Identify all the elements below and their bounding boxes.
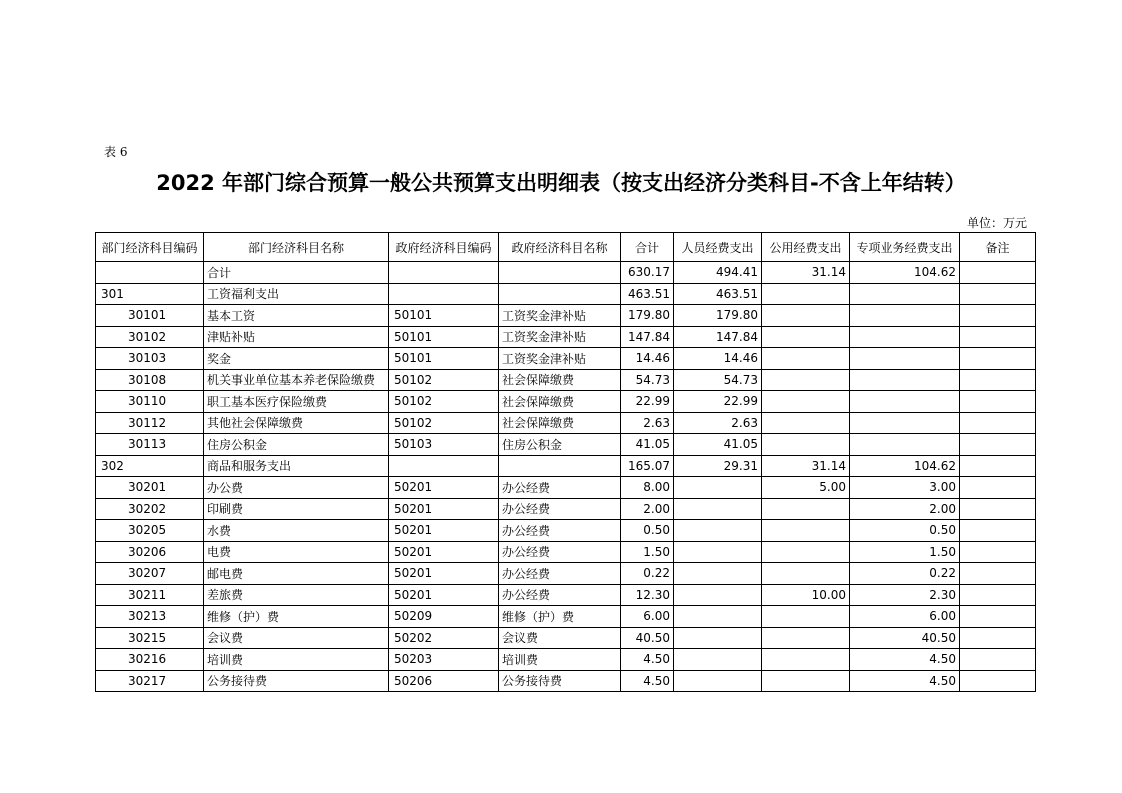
note-cell [960,584,1036,606]
personnel-cell: 2.63 [674,412,762,434]
special-cell: 104.62 [850,455,960,477]
total-cell: 54.73 [621,369,674,391]
total-cell: 4.50 [621,670,674,692]
special-cell: 40.50 [850,627,960,649]
dept-code-cell: 30201 [96,477,204,499]
note-cell [960,283,1036,305]
dept-name-cell: 水费 [204,520,389,542]
gov-name-cell: 住房公积金 [499,434,621,456]
gov-name-cell: 办公经费 [499,520,621,542]
public-cell [762,369,850,391]
column-header: 部门经济科目编码 [96,233,204,262]
special-cell: 0.22 [850,563,960,585]
special-cell [850,434,960,456]
gov-code-cell: 50102 [389,391,499,413]
dept-code-cell: 30103 [96,348,204,370]
note-cell [960,563,1036,585]
special-cell: 104.62 [850,262,960,284]
public-cell: 5.00 [762,477,850,499]
dept-name-cell: 津贴补贴 [204,326,389,348]
public-cell [762,412,850,434]
note-cell [960,627,1036,649]
gov-code-cell: 50202 [389,627,499,649]
total-cell: 179.80 [621,305,674,327]
table-row [96,262,1036,284]
gov-name-cell: 社会保障缴费 [499,391,621,413]
personnel-cell: 22.99 [674,391,762,413]
special-cell [850,305,960,327]
gov-name-cell: 社会保障缴费 [499,369,621,391]
table-body [96,262,1036,692]
unit-label: 单位：万元 [966,216,1027,230]
note-cell [960,455,1036,477]
dept-code-cell: 30207 [96,563,204,585]
table-row [96,305,1036,327]
table-row [96,455,1036,477]
dept-code-cell: 30216 [96,649,204,671]
total-cell: 0.50 [621,520,674,542]
gov-code-cell: 50209 [389,606,499,628]
column-header: 备注 [960,233,1036,262]
gov-name-cell: 办公经费 [499,563,621,585]
dept-code-cell [96,262,204,284]
table-row [96,348,1036,370]
personnel-cell [674,477,762,499]
public-cell [762,434,850,456]
gov-name-cell: 培训费 [499,649,621,671]
gov-name-cell [499,283,621,305]
table-row [96,520,1036,542]
total-cell: 6.00 [621,606,674,628]
public-cell [762,627,850,649]
dept-code-cell: 302 [96,455,204,477]
personnel-cell [674,627,762,649]
gov-code-cell: 50102 [389,412,499,434]
dept-name-cell: 职工基本医疗保险缴费 [204,391,389,413]
gov-code-cell: 50201 [389,477,499,499]
gov-code-cell: 50201 [389,563,499,585]
table-row [96,541,1036,563]
total-cell: 630.17 [621,262,674,284]
personnel-cell: 29.31 [674,455,762,477]
total-cell: 41.05 [621,434,674,456]
gov-code-cell: 50102 [389,369,499,391]
gov-name-cell: 公务接待费 [499,670,621,692]
dept-code-cell: 30211 [96,584,204,606]
gov-code-cell: 50103 [389,434,499,456]
table-row [96,563,1036,585]
dept-code-cell: 30215 [96,627,204,649]
special-cell [850,391,960,413]
table-row [96,477,1036,499]
table-row [96,434,1036,456]
personnel-cell: 14.46 [674,348,762,370]
special-cell: 2.00 [850,498,960,520]
total-cell: 463.51 [621,283,674,305]
personnel-cell [674,670,762,692]
total-cell: 12.30 [621,584,674,606]
dept-code-cell: 301 [96,283,204,305]
dept-code-cell: 30113 [96,434,204,456]
table-row [96,649,1036,671]
dept-code-cell: 30205 [96,520,204,542]
table-row [96,326,1036,348]
note-cell [960,369,1036,391]
table-row [96,670,1036,692]
document-title: 2022 年部门综合预算一般公共预算支出明细表（按支出经济分类科目-不含上年结转） [156,171,966,195]
dept-name-cell: 工资福利支出 [204,283,389,305]
dept-name-cell: 奖金 [204,348,389,370]
total-cell: 8.00 [621,477,674,499]
table-number-label: 表 6 [104,145,128,159]
personnel-cell [674,520,762,542]
dept-name-cell: 机关事业单位基本养老保险缴费 [204,369,389,391]
gov-name-cell: 工资奖金津补贴 [499,326,621,348]
personnel-cell: 463.51 [674,283,762,305]
table-row [96,606,1036,628]
total-cell: 165.07 [621,455,674,477]
special-cell: 2.30 [850,584,960,606]
table-row [96,627,1036,649]
total-cell: 40.50 [621,627,674,649]
personnel-cell: 494.41 [674,262,762,284]
public-cell: 31.14 [762,455,850,477]
note-cell [960,649,1036,671]
dept-code-cell: 30101 [96,305,204,327]
dept-name-cell: 商品和服务支出 [204,455,389,477]
special-cell [850,348,960,370]
special-cell: 6.00 [850,606,960,628]
column-header: 合计 [621,233,674,262]
budget-table [95,232,1036,692]
public-cell [762,305,850,327]
note-cell [960,305,1036,327]
table-row [96,391,1036,413]
table-row [96,369,1036,391]
gov-code-cell [389,455,499,477]
dept-code-cell: 30108 [96,369,204,391]
public-cell [762,520,850,542]
personnel-cell: 147.84 [674,326,762,348]
note-cell [960,498,1036,520]
note-cell [960,606,1036,628]
dept-name-cell: 公务接待费 [204,670,389,692]
public-cell [762,391,850,413]
personnel-cell: 54.73 [674,369,762,391]
total-cell: 1.50 [621,541,674,563]
public-cell [762,348,850,370]
column-header: 政府经济科目编码 [389,233,499,262]
gov-code-cell: 50203 [389,649,499,671]
special-cell: 3.00 [850,477,960,499]
gov-name-cell: 维修（护）费 [499,606,621,628]
gov-code-cell: 50101 [389,305,499,327]
dept-name-cell: 印刷费 [204,498,389,520]
dept-code-cell: 30206 [96,541,204,563]
dept-name-cell: 基本工资 [204,305,389,327]
dept-name-cell: 住房公积金 [204,434,389,456]
public-cell: 31.14 [762,262,850,284]
gov-name-cell: 工资奖金津补贴 [499,348,621,370]
gov-name-cell: 工资奖金津补贴 [499,305,621,327]
public-cell [762,541,850,563]
note-cell [960,412,1036,434]
gov-code-cell: 50201 [389,541,499,563]
dept-name-cell: 差旅费 [204,584,389,606]
table-row [96,412,1036,434]
dept-code-cell: 30217 [96,670,204,692]
personnel-cell [674,563,762,585]
dept-name-cell: 邮电费 [204,563,389,585]
column-header: 专项业务经费支出 [850,233,960,262]
table-row [96,498,1036,520]
gov-name-cell: 社会保障缴费 [499,412,621,434]
total-cell: 4.50 [621,649,674,671]
gov-name-cell [499,455,621,477]
note-cell [960,477,1036,499]
dept-code-cell: 30112 [96,412,204,434]
gov-name-cell: 办公经费 [499,477,621,499]
public-cell [762,670,850,692]
dept-name-cell: 电费 [204,541,389,563]
gov-code-cell: 50101 [389,326,499,348]
special-cell [850,369,960,391]
gov-code-cell: 50201 [389,584,499,606]
note-cell [960,348,1036,370]
personnel-cell [674,498,762,520]
gov-name-cell: 办公经费 [499,498,621,520]
note-cell [960,391,1036,413]
dept-code-cell: 30102 [96,326,204,348]
public-cell [762,326,850,348]
column-header: 部门经济科目名称 [204,233,389,262]
column-header: 政府经济科目名称 [499,233,621,262]
dept-code-cell: 30213 [96,606,204,628]
public-cell [762,606,850,628]
special-cell: 4.50 [850,649,960,671]
public-cell: 10.00 [762,584,850,606]
dept-name-cell: 培训费 [204,649,389,671]
special-cell [850,283,960,305]
dept-name-cell: 合计 [204,262,389,284]
dept-name-cell: 其他社会保障缴费 [204,412,389,434]
special-cell: 0.50 [850,520,960,542]
total-cell: 0.22 [621,563,674,585]
personnel-cell [674,541,762,563]
table-row [96,584,1036,606]
gov-code-cell: 50201 [389,498,499,520]
dept-name-cell: 维修（护）费 [204,606,389,628]
gov-name-cell: 会议费 [499,627,621,649]
personnel-cell [674,606,762,628]
total-cell: 147.84 [621,326,674,348]
special-cell: 1.50 [850,541,960,563]
personnel-cell [674,649,762,671]
total-cell: 14.46 [621,348,674,370]
note-cell [960,262,1036,284]
column-header: 人员经费支出 [674,233,762,262]
special-cell [850,326,960,348]
dept-name-cell: 办公费 [204,477,389,499]
public-cell [762,498,850,520]
gov-name-cell: 办公经费 [499,584,621,606]
public-cell [762,283,850,305]
note-cell [960,520,1036,542]
note-cell [960,434,1036,456]
public-cell [762,563,850,585]
special-cell [850,412,960,434]
total-cell: 2.63 [621,412,674,434]
gov-code-cell: 50201 [389,520,499,542]
column-header: 公用经费支出 [762,233,850,262]
gov-name-cell [499,262,621,284]
note-cell [960,541,1036,563]
total-cell: 22.99 [621,391,674,413]
special-cell: 4.50 [850,670,960,692]
gov-code-cell [389,262,499,284]
gov-code-cell [389,283,499,305]
dept-code-cell: 30202 [96,498,204,520]
table-row [96,283,1036,305]
total-cell: 2.00 [621,498,674,520]
note-cell [960,326,1036,348]
public-cell [762,649,850,671]
dept-code-cell: 30110 [96,391,204,413]
gov-code-cell: 50206 [389,670,499,692]
table-header-row [96,233,1036,262]
note-cell [960,670,1036,692]
personnel-cell: 179.80 [674,305,762,327]
personnel-cell: 41.05 [674,434,762,456]
gov-name-cell: 办公经费 [499,541,621,563]
personnel-cell [674,584,762,606]
gov-code-cell: 50101 [389,348,499,370]
dept-name-cell: 会议费 [204,627,389,649]
